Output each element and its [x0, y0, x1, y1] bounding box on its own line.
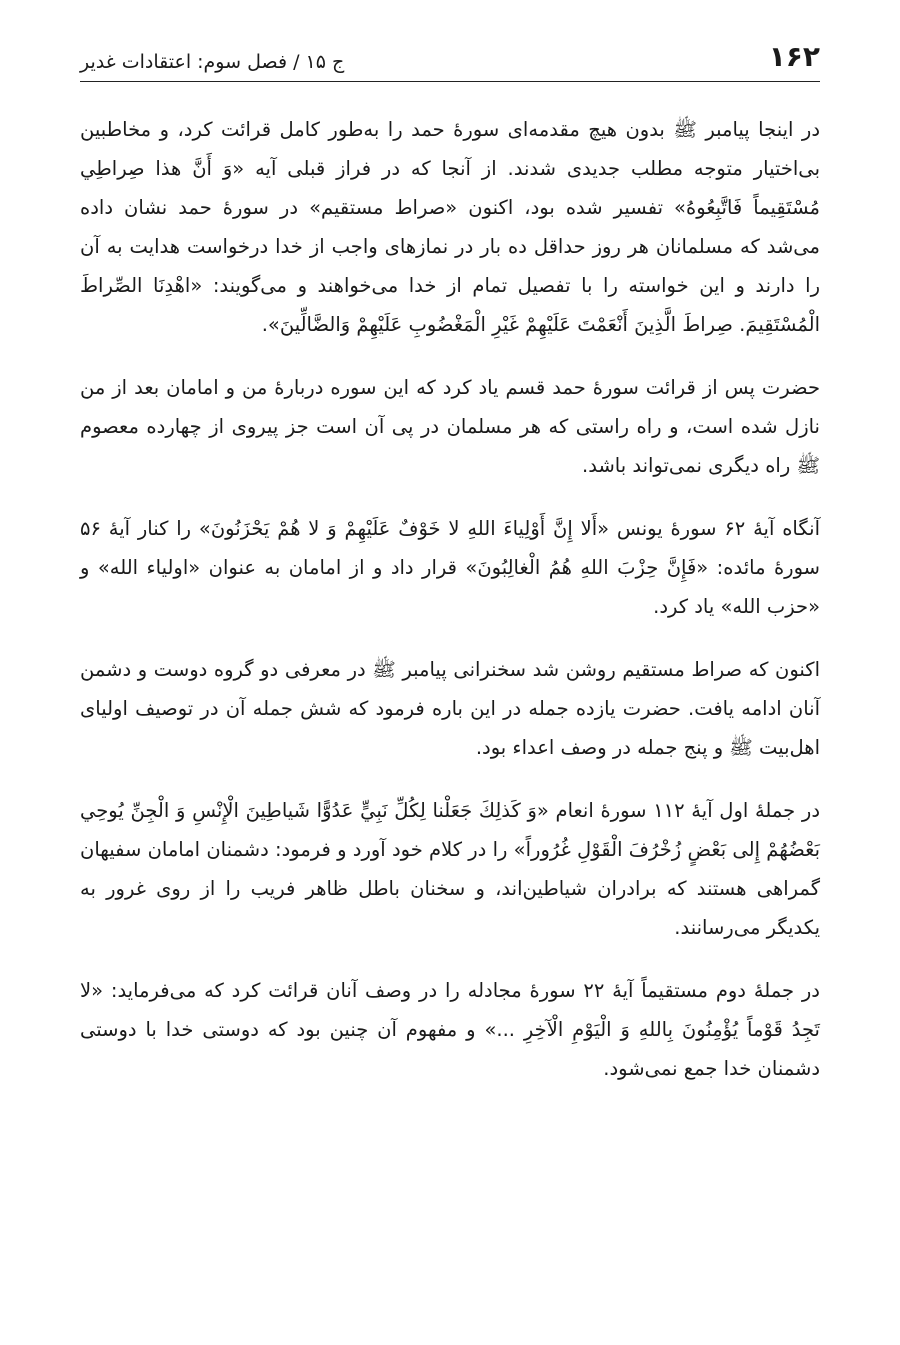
- paragraph: آنگاه آیهٔ ۶۲ سورهٔ یونس «أَلا إِنَّ أَوْلِياءَ اللهِ لا خَوْفٌ عَلَيْهِمْ وَ لا هُمْ يَحْزَنُونَ» را کنار آیهٔ ۵۶ سورهٔ مائده: «فَإِنَّ حِزْبَ اللهِ هُمُ الْغالِبُونَ» قرار داد و از امامان به عنوان «اولیاء الله» و «حزب الله» یاد کرد.: [80, 517, 820, 618]
- paragraph: در جملهٔ دوم مستقیماً آیهٔ ۲۲ سورهٔ مجادله را در وصف آنان قرائت کرد که می‌فرماید: «لا تَجِدُ قَوْماً يُؤْمِنُونَ بِاللهِ وَ الْيَوْمِ الْآخِرِ ...» و مفهوم آن چنین بود که دوستی خدا با دوستی دشمنان خدا جمع نمی‌شود.: [80, 979, 820, 1080]
- paragraph: در جملهٔ اول آیهٔ ۱۱۲ سورهٔ انعام «وَ كَذلِكَ جَعَلْنا لِكُلِّ نَبِيٍّ عَدُوًّا شَياطِينَ الْإِنْسِ وَ الْجِنِّ يُوحِي بَعْضُهُمْ إِلى بَعْضٍ زُخْرُفَ الْقَوْلِ غُرُوراً» را در کلام خود آورد و فرمود: دشمنان امامان سفیهان گمراهی هستند که برادران شیاطین‌اند، و سخنان باطل ظاهر فریب را از روی غرور به یکدیگر می‌رسانند.: [80, 799, 821, 939]
- running-head: ج ۱۵ / فصل سوم: اعتقادات غدیر: [80, 51, 345, 73]
- page-header: [80, 30, 820, 82]
- paragraph: حضرت پس از قرائت سورهٔ حمد قسم یاد کرد که این سوره دربارهٔ من و امامان بعد از من نازل شده است، و راه راستی که هر مسلمان در پی آن است جز پیروی از چهارده معصوم ﷺ راه دیگری نمی‌تواند باشد.: [80, 376, 820, 477]
- body-text: [80, 110, 820, 1112]
- paragraph: در اینجا پیامبر ﷺ بدون هیچ مقدمه‌ای سورهٔ حمد را به‌طور کامل قرائت کرد، و مخاطبین بی‌اختیار متوجه مطلب جدیدی شدند. از آنجا که در فراز قبلی آیه «وَ أَنَّ هذا صِراطِي مُسْتَقِيماً فَاتَّبِعُوهُ» تفسیر شده بود، اکنون «صراط مستقیم» در سورهٔ حمد نشان داده می‌شد که مسلمانان هر روز حداقل ده بار در نمازهای واجب از خدا درخواست هدایت به آن را دارند و این خواسته را با تفصیل تمام از خدا می‌خواهند و می‌گویند: «اهْدِنَا الصِّراطَ الْمُسْتَقِيمَ. صِراطَ الَّذِينَ أَنْعَمْتَ عَلَيْهِمْ غَيْرِ الْمَغْضُوبِ عَلَيْهِمْ وَالضَّالِّينَ».: [80, 118, 820, 336]
- page-number: ۱۶۲: [768, 40, 820, 73]
- paragraph: اکنون که صراط مستقیم روشن شد سخنرانی پیامبر ﷺ در معرفی دو گروه دوست و دشمن آنان ادامه یافت. حضرت یازده جمله در این باره فرمود که شش جمله آن در توصیف اولیای اهل‌بیت ﷺ و پنج جمله در وصف اعداء بود.: [80, 658, 820, 759]
